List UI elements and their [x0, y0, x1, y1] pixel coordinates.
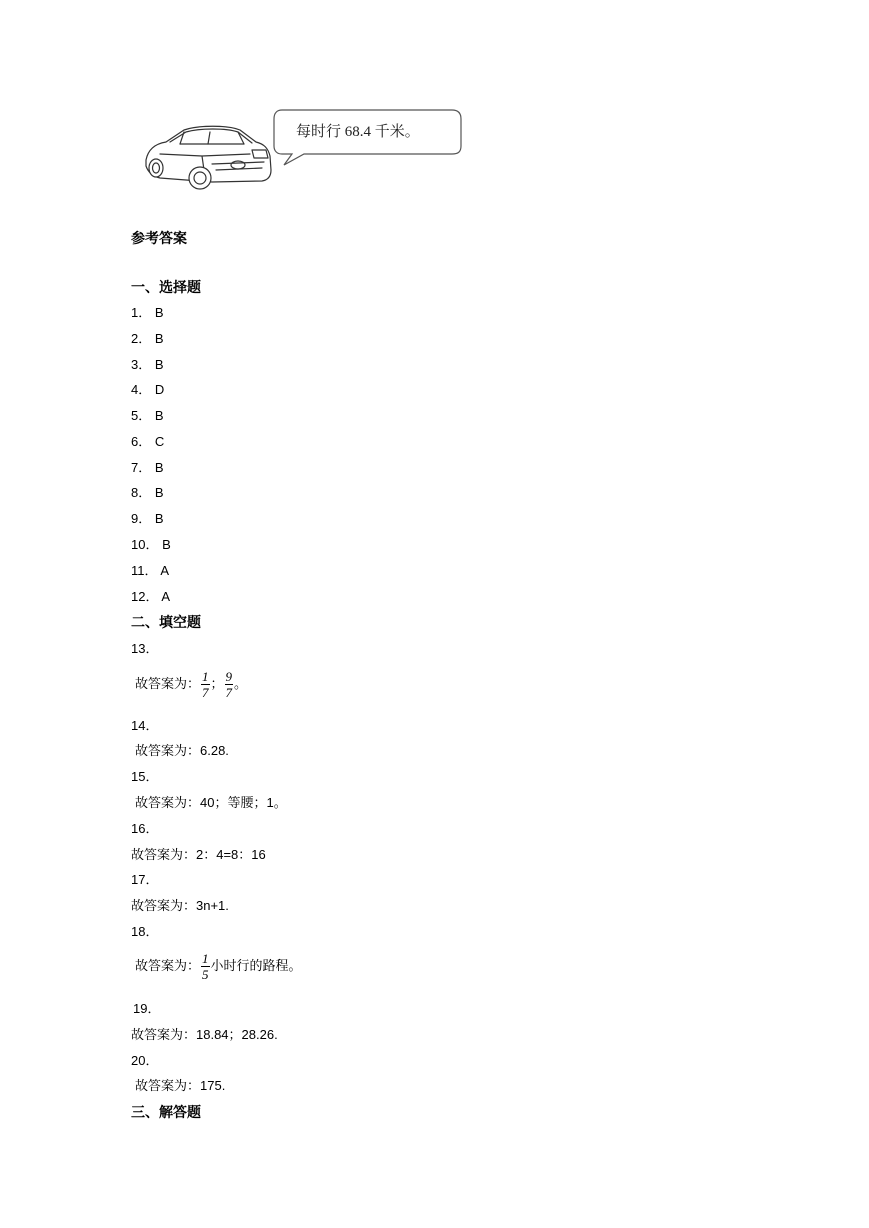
section-title-choice: 一、选择题 [131, 279, 201, 295]
car-illustration [140, 120, 280, 200]
answer-item: 8． B [131, 485, 164, 500]
question-number: 20． [131, 1053, 159, 1068]
fraction [225, 669, 234, 700]
answer-item: 6． C [131, 434, 165, 449]
fraction [201, 669, 210, 700]
answer-item: 9． B [131, 511, 164, 526]
answer-line: 故答案为：175. [135, 1078, 226, 1093]
answer-line: 故答案为：18.84；28.26. [131, 1027, 278, 1042]
answer-prefix: 故答案为： [135, 958, 201, 973]
question-number: 14． [131, 718, 159, 733]
answer-item: 4． D [131, 382, 165, 397]
fraction [201, 951, 210, 982]
answer-line: 故答案为：2：4=8：16 [131, 847, 266, 862]
fraction-denominator: 7 [202, 685, 209, 701]
section-title-solve: 三、解答题 [131, 1104, 201, 1120]
answer-item: 12． A [131, 589, 171, 604]
fraction-denominator: 5 [202, 967, 209, 983]
question-number: 13． [131, 641, 159, 656]
fraction-denominator: 7 [225, 685, 233, 701]
separator: ； [210, 676, 224, 691]
question-number: 15． [131, 769, 159, 784]
answer-line-13 [135, 666, 247, 702]
fraction-numerator: 1 [202, 951, 209, 967]
bubble-text: 每时行 68.4 千米。 [296, 124, 420, 140]
answer-item: 1． B [131, 305, 164, 320]
answer-item: 10． B [131, 537, 171, 552]
answer-item: 7． B [131, 460, 164, 475]
answer-end: 。 [234, 676, 248, 691]
answer-item: 3． B [131, 357, 164, 372]
fraction-numerator: 9 [225, 669, 233, 685]
question-number: 17． [131, 872, 159, 887]
answer-prefix: 故答案为： [135, 676, 201, 691]
answer-line: 故答案为：6.28. [135, 743, 229, 758]
answer-suffix: 小时行的路程。 [210, 958, 302, 973]
fraction-numerator: 1 [202, 669, 209, 685]
question-number: 18． [131, 924, 159, 939]
section-title-fill: 二、填空题 [131, 614, 201, 630]
question-number: 19． [133, 1001, 161, 1016]
answer-line: 故答案为：3n+1. [131, 898, 229, 913]
answer-item: 11． A [131, 563, 170, 578]
question-number: 16． [131, 821, 159, 836]
page-title: 参考答案 [131, 230, 187, 246]
answer-line-18 [135, 948, 302, 984]
answer-item: 2． B [131, 331, 164, 346]
answer-line: 故答案为：40；等腰；1。 [135, 795, 287, 810]
answer-item: 5． B [131, 408, 164, 423]
